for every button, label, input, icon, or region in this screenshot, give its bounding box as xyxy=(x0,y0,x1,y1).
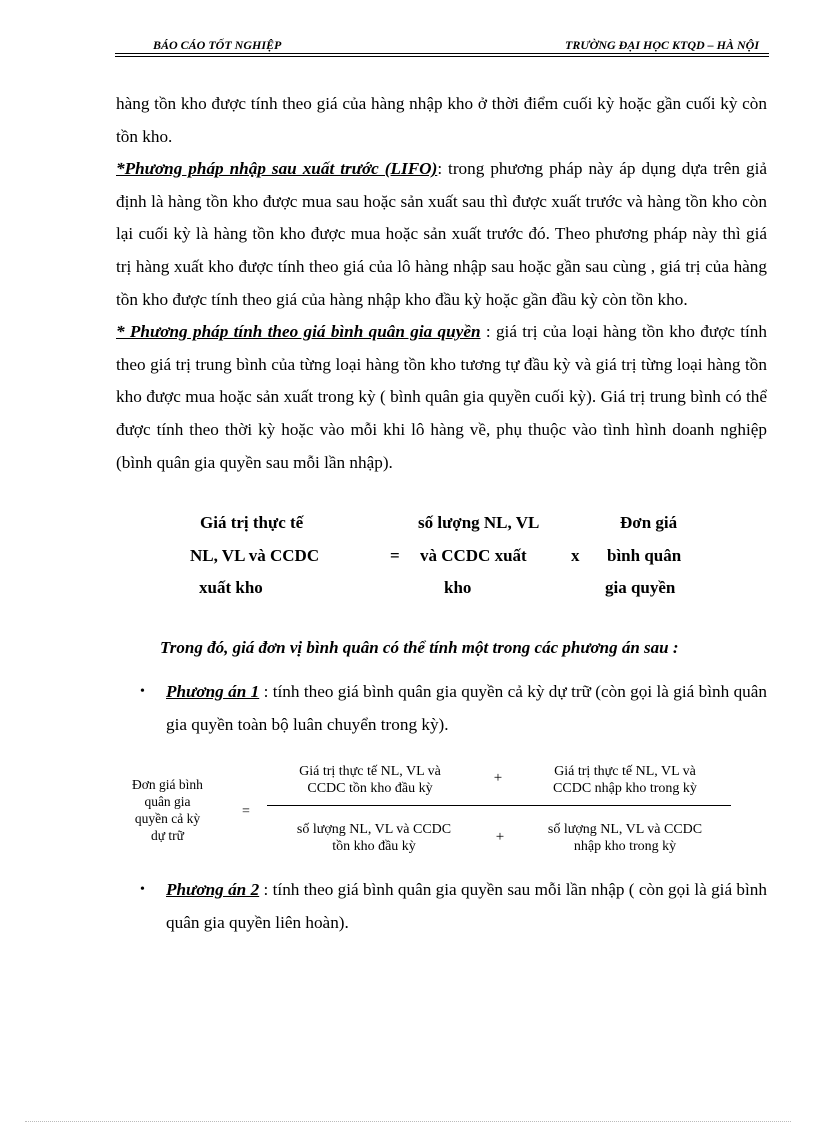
formula2-lhs xyxy=(115,776,220,844)
header-right-title: TRƯỜNG ĐẠI HỌC KTQD – HÀ NỘI xyxy=(565,38,759,52)
formula2-plus-numerator: + xyxy=(493,770,503,786)
bullet-option-2-text xyxy=(166,874,767,939)
formula2-fraction-bar xyxy=(267,805,731,806)
formula1-term3-line1: Đơn giá xyxy=(620,513,678,532)
formula2-num2-line1: Giá trị thực tế NL, VL và xyxy=(554,764,696,779)
formula2-num1-line1: Giá trị thực tế NL, VL và xyxy=(299,764,441,779)
formula1-equals: = xyxy=(390,546,400,565)
formula2-equals: = xyxy=(242,804,250,819)
formula-export-value xyxy=(150,508,750,608)
formula1-term1-line1: Giá trị thực tế xyxy=(200,513,304,532)
formula2-den2-line1: số lượng NL, VL và CCDC xyxy=(547,822,703,837)
formula1-times: x xyxy=(571,546,580,565)
option-2-label: Phương án 2 xyxy=(166,880,260,899)
formula2-lhs-line4: dự trữ xyxy=(150,828,184,843)
option-1-description: : tính theo giá bình quân gia quyền cả kỳ dự trữ (còn gọi là giá bình quân gia quyền toàn bộ luân chuyển trong kỳ). xyxy=(166,682,767,734)
formula1-term2-line2: và CCDC xuất xyxy=(420,546,527,565)
bullet-icon: • xyxy=(140,882,145,897)
formula2-den1-line1: số lượng NL, VL và CCDC xyxy=(296,822,452,837)
body-text xyxy=(116,88,767,479)
formula2-den2-line2: nhập kho trong kỳ xyxy=(573,839,677,854)
formula1-term1-line3: xuất kho xyxy=(199,578,263,597)
paragraph-continuation: hàng tồn kho được tính theo giá của hàng nhập kho ở thời điểm cuối kỳ hoặc gần cuối kỳ còn tồn kho. xyxy=(116,94,767,146)
formula2-denominator-2 xyxy=(520,821,730,855)
lifo-heading: *Phương pháp nhập sau xuất trước (LIFO) xyxy=(116,159,438,179)
formula2-lhs-line1: Đơn giá bình xyxy=(132,777,203,792)
formula2-num2-line2: CCDC nhập kho trong kỳ xyxy=(553,781,697,796)
formula2-denominator-1 xyxy=(268,821,480,855)
formula1-term3-line3: gia quyền xyxy=(605,578,676,597)
formula1-term3-line2: bình quân xyxy=(607,546,682,565)
weighted-average-text: : giá trị của loại hàng tồn kho được tính theo giá trị trung bình của từng loại hàng tồn kho tương tự đầu kỳ và giá trị từng loại hàng tồn kho được mua hoặc sản xuất trong kỳ ( bình quân gia quyền cuối kỳ). Giá trị trung bình có thể được tính theo thời kỳ hoặc vào mỗi khi lô hàng về, phụ thuộc vào tình hình doanh nghiệp (bình quân gia quyền sau mỗi lần nhập). xyxy=(116,322,767,472)
options-subheading: Trong đó, giá đơn vị bình quân có thể tính một trong các phương án sau : xyxy=(160,638,679,657)
bullet-option-1-text xyxy=(166,676,767,741)
bullet-icon: • xyxy=(140,684,145,699)
formula1-term2-line3: kho xyxy=(444,578,472,597)
formula2-den1-line2: tồn kho đầu kỳ xyxy=(332,839,416,854)
header-left-title: BÁO CÁO TỐT NGHIỆP xyxy=(153,38,282,52)
formula2-plus-denominator: + xyxy=(495,829,505,845)
formula2-lhs-line2: quân gia xyxy=(144,794,191,809)
option-1-label: Phương án 1 xyxy=(166,682,260,701)
formula1-term1-line2: NL, VL và CCDC xyxy=(190,546,320,565)
formula2-num1-line2: CCDC tồn kho đầu kỳ xyxy=(307,781,433,796)
formula1-term2-line1: số lượng NL, VL xyxy=(418,513,540,532)
paragraph-lifo xyxy=(116,153,767,316)
lifo-text: : trong phương pháp này áp dụng dựa trên giả định là hàng tồn kho được mua sau hoặc sản xuất sau thì được xuất trước và hàng tồn kho còn lại cuối kỳ là hàng tồn kho được mua hoặc sản xuất trước đó. Theo phương pháp này thì giá trị hàng xuất kho được tính theo giá của lô hàng nhập sau hoặc gần sau cùng , giá trị của hàng tồn kho được tính theo giá của hàng nhập kho đầu kỳ hoặc gần đầu kỳ còn tồn kho. xyxy=(116,159,767,309)
paragraph-weighted-average xyxy=(116,316,767,479)
formula2-numerator-2 xyxy=(520,763,730,797)
header-rule xyxy=(115,53,769,57)
weighted-average-heading: * Phương pháp tính theo giá bình quân gia quyền xyxy=(116,322,481,342)
formula2-numerator-1 xyxy=(270,763,470,797)
option-2-description: : tính theo giá bình quân gia quyền sau mỗi lần nhập ( còn gọi là giá bình quân gia quyền liên hoàn). xyxy=(166,880,767,932)
formula2-lhs-line3: quyền cả kỳ xyxy=(134,811,201,826)
